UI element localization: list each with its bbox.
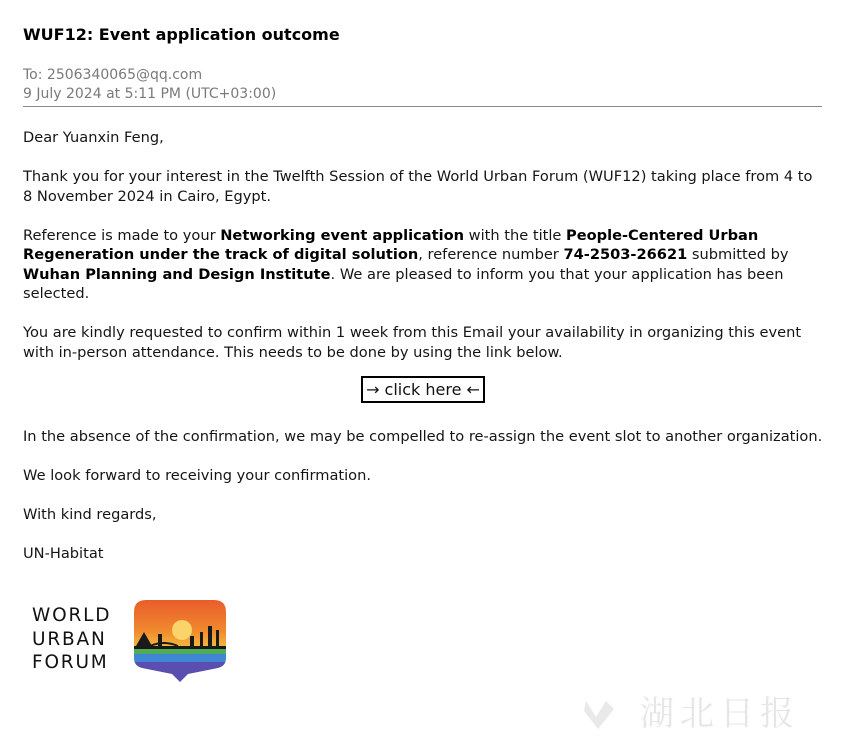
text-segment: Reference is made to your xyxy=(23,226,221,244)
logo-line-forum: FORUM xyxy=(32,652,109,673)
cta-container xyxy=(23,376,823,410)
logo-line-world: WORLD xyxy=(32,605,112,626)
text-segment: . We are pleased to inform you that your application has been selected. xyxy=(23,265,784,302)
recipient-line: To: 2506340065@qq.com xyxy=(23,67,203,83)
event-title: People-Centered Urban Regeneration under the track of digital solution xyxy=(23,226,759,263)
email-subject: WUF12: Event application outcome xyxy=(23,25,340,44)
newspaper-watermark xyxy=(580,687,820,737)
text-segment: with the title xyxy=(464,226,567,244)
sent-date: 9 July 2024 at 5:11 PM (UTC+03:00) xyxy=(23,86,277,102)
paragraph-closing: We look forward to receiving your confirmation. xyxy=(23,466,371,484)
email-body xyxy=(23,128,823,583)
logo-emblem-icon xyxy=(130,596,230,684)
confirm-link-button[interactable]: → click here ← xyxy=(361,376,485,403)
greeting: Dear Yuanxin Feng, xyxy=(23,129,164,146)
paragraph-intro: Thank you for your interest in the Twelfth Session of the World Urban Forum (WUF12) taking place from 4 to 8 November 2024 in Cairo, Egypt. xyxy=(23,168,813,205)
paragraph-request: You are kindly requested to confirm within 1 week from this Email your availability in organizing this event with in-person attendance. This needs to be done by using the link below. xyxy=(23,324,802,361)
signoff: With kind regards, xyxy=(23,505,157,523)
paragraph-warning: In the absence of the confirmation, we may be compelled to re-assign the event slot to another organization. xyxy=(23,427,823,445)
header-divider xyxy=(23,106,822,107)
wuf-logo xyxy=(32,596,232,686)
reference-number: 74-2503-26621 xyxy=(563,246,688,263)
logo-wordmark xyxy=(32,604,111,675)
signature: UN-Habitat xyxy=(23,544,104,562)
organization-name: Wuhan Planning and Design Institute xyxy=(23,265,331,283)
application-type: Networking event application xyxy=(220,226,465,244)
logo-line-urban: URBAN xyxy=(32,628,107,650)
watermark-text: 湖北日报 xyxy=(640,694,800,734)
text-segment: , reference number xyxy=(418,246,564,263)
text-segment: submitted by xyxy=(687,246,789,263)
paragraph-reference xyxy=(23,226,823,304)
email-meta xyxy=(23,66,276,104)
watermark-logo-icon xyxy=(584,701,614,729)
